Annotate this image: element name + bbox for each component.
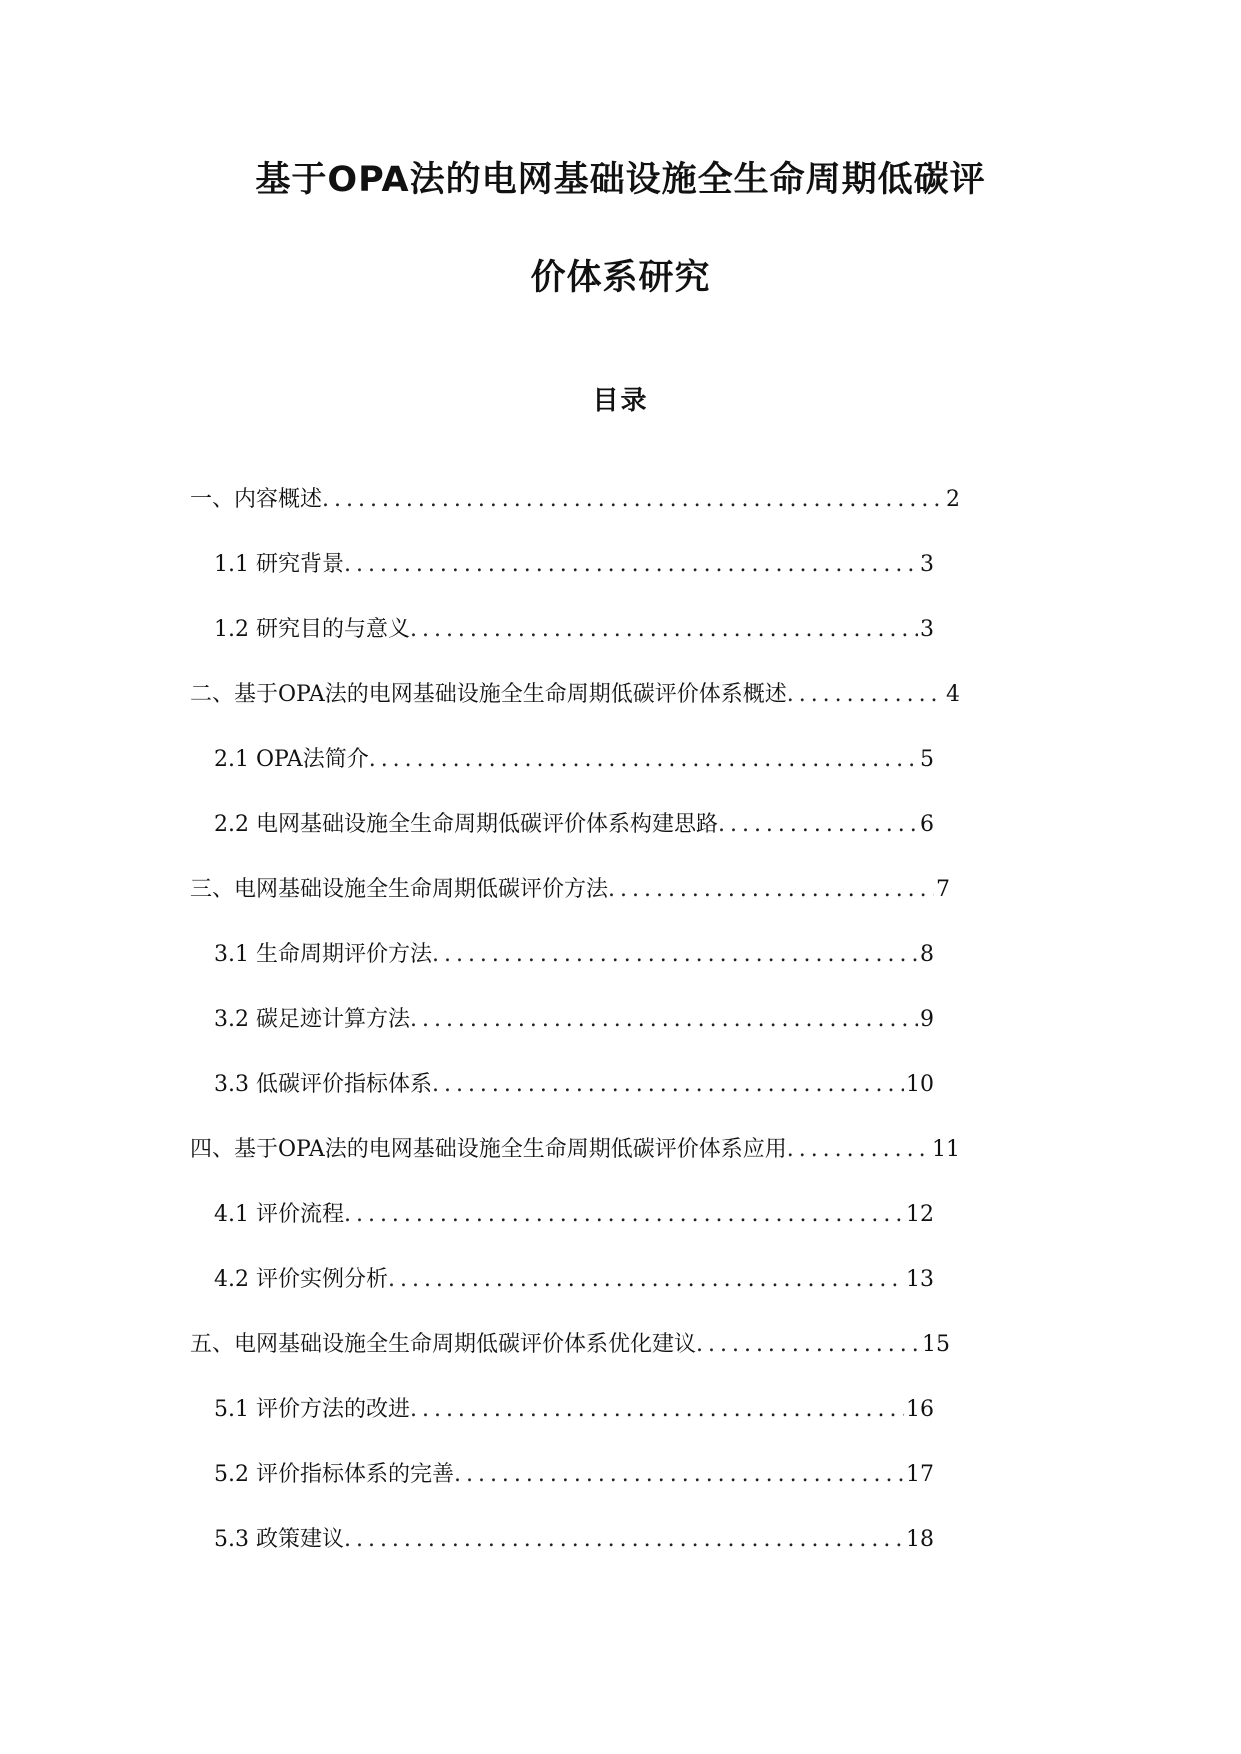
document-title-line-1: 基于OPA法的电网基础设施全生命周期低碳评 (255, 160, 986, 200)
toc-leader-dots (454, 1460, 904, 1490)
toc-entry-label: 4.1 评价流程 (214, 1202, 344, 1227)
toc-entry-page: 9 (920, 1007, 934, 1032)
toc-leader-dots (432, 940, 918, 970)
toc-entry-label: 3.1 生命周期评价方法 (214, 942, 432, 967)
toc-entry-label: 5.1 评价方法的改进 (214, 1397, 410, 1422)
toc-leader-dots (718, 810, 918, 840)
toc-leader-dots (344, 1200, 904, 1230)
toc-entry-label: 2.1 OPA法简介 (214, 747, 369, 772)
toc-leader-dots (787, 1135, 930, 1165)
toc-entry-page: 7 (936, 877, 950, 902)
toc-entry-page: 6 (920, 812, 934, 837)
toc-entry-label: 五、电网基础设施全生命周期低碳评价体系优化建议 (190, 1332, 697, 1357)
toc-entry-page: 12 (906, 1202, 934, 1227)
toc-entry-page: 3 (920, 617, 934, 642)
toc-entry-page: 4 (946, 682, 960, 707)
toc-entry-label: 3.3 低碳评价指标体系 (214, 1072, 432, 1097)
toc-entry-page: 15 (922, 1332, 950, 1357)
toc-leader-dots (410, 615, 918, 645)
toc-leader-dots (344, 550, 918, 580)
toc-entry[interactable] (190, 810, 934, 875)
toc-entry-page: 10 (906, 1072, 934, 1097)
toc-entry-page: 11 (932, 1137, 960, 1162)
toc-entry-page: 18 (906, 1527, 934, 1552)
toc-leader-dots (410, 1005, 918, 1035)
toc-entry[interactable] (190, 1005, 934, 1070)
toc-leader-dots (787, 680, 944, 710)
toc-entry-label: 一、内容概述 (190, 487, 323, 512)
toc-entry[interactable] (190, 680, 960, 745)
toc-entry-page: 3 (920, 552, 934, 577)
toc-leader-dots (369, 745, 918, 775)
toc-entry[interactable] (190, 1200, 934, 1265)
toc-entry[interactable] (190, 745, 934, 810)
toc-entry-label: 三、电网基础设施全生命周期低碳评价方法 (190, 877, 609, 902)
toc-entry-page: 16 (906, 1397, 934, 1422)
table-of-contents (190, 485, 970, 1590)
toc-entry[interactable] (190, 1395, 934, 1460)
toc-entry-label: 5.3 政策建议 (214, 1527, 344, 1552)
toc-leader-dots (608, 875, 934, 905)
toc-entry[interactable] (190, 1135, 960, 1200)
toc-entry[interactable] (190, 940, 934, 1005)
toc-entry-label: 5.2 评价指标体系的完善 (214, 1462, 454, 1487)
toc-entry-label: 1.2 研究目的与意义 (214, 617, 410, 642)
toc-entry[interactable] (190, 615, 934, 680)
toc-entry-page: 2 (946, 487, 960, 512)
toc-entry-page: 5 (920, 747, 934, 772)
toc-leader-dots (344, 1525, 904, 1555)
toc-entry[interactable] (190, 1265, 934, 1330)
toc-entry[interactable] (190, 1460, 934, 1525)
toc-entry-label: 4.2 评价实例分析 (214, 1267, 388, 1292)
toc-entry[interactable] (190, 1330, 950, 1395)
toc-leader-dots (410, 1395, 904, 1425)
toc-entry-label: 四、基于OPA法的电网基础设施全生命周期低碳评价体系应用 (190, 1137, 787, 1162)
toc-entry[interactable] (190, 1070, 934, 1135)
toc-heading: 目录 (592, 386, 649, 416)
toc-leader-dots (696, 1330, 920, 1360)
toc-entry-label: 1.1 研究背景 (214, 552, 344, 577)
toc-entry-page: 8 (920, 942, 934, 967)
toc-entry[interactable] (190, 875, 950, 940)
toc-entry[interactable] (190, 1525, 934, 1590)
toc-entry-label: 二、基于OPA法的电网基础设施全生命周期低碳评价体系概述 (190, 682, 787, 707)
toc-entry[interactable] (190, 485, 960, 550)
toc-leader-dots (322, 485, 944, 515)
toc-entry[interactable] (190, 550, 934, 615)
toc-entry-label: 2.2 电网基础设施全生命周期低碳评价体系构建思路 (214, 812, 718, 837)
toc-entry-page: 17 (906, 1462, 934, 1487)
toc-leader-dots (432, 1070, 904, 1100)
toc-entry-label: 3.2 碳足迹计算方法 (214, 1007, 410, 1032)
document-title-line-2: 价体系研究 (530, 258, 711, 298)
toc-entry-page: 13 (906, 1267, 934, 1292)
toc-leader-dots (388, 1265, 904, 1295)
